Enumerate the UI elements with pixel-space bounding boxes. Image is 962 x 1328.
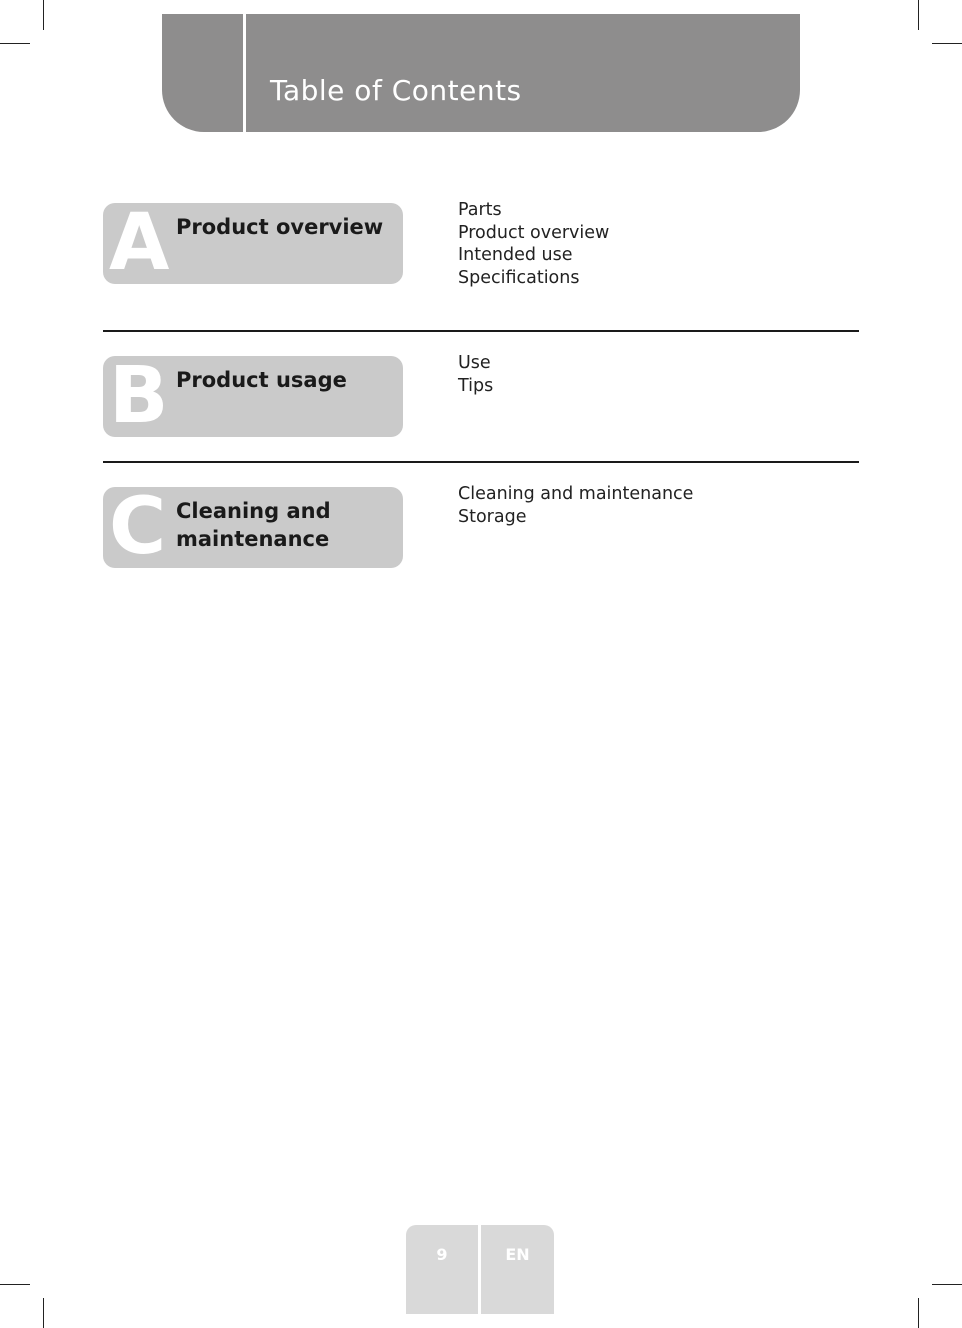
crop-mark bbox=[0, 43, 30, 44]
crop-mark bbox=[43, 0, 44, 30]
topic-list-a bbox=[458, 199, 609, 290]
section-card-c[interactable] bbox=[103, 487, 403, 568]
crop-mark bbox=[918, 0, 919, 30]
language-tab: EN bbox=[481, 1225, 554, 1314]
section-letter: A bbox=[109, 203, 170, 284]
crop-mark bbox=[932, 43, 962, 44]
section-card-a[interactable] bbox=[103, 203, 403, 284]
section-letter: B bbox=[109, 356, 169, 437]
section-title: Cleaning and maintenance bbox=[176, 499, 331, 551]
header-divider bbox=[243, 14, 246, 132]
topic-item[interactable]: Product overview bbox=[458, 222, 610, 243]
page-title: Table of Contents bbox=[270, 74, 522, 107]
topic-item[interactable]: Cleaning and maintenance bbox=[458, 484, 694, 504]
section-title: Product overview bbox=[176, 215, 384, 239]
section-card-b[interactable] bbox=[103, 356, 403, 437]
crop-mark bbox=[43, 1298, 44, 1328]
page-number: 9 bbox=[406, 1225, 478, 1314]
topic-item[interactable]: Intended use bbox=[458, 245, 573, 266]
topic-item[interactable]: Specifications bbox=[458, 268, 580, 289]
crop-mark bbox=[918, 1298, 919, 1328]
section-divider bbox=[103, 330, 859, 332]
topic-item[interactable]: Storage bbox=[458, 506, 527, 527]
topic-item[interactable]: Use bbox=[458, 353, 491, 373]
topic-item[interactable]: Parts bbox=[458, 200, 502, 220]
crop-mark bbox=[0, 1284, 30, 1285]
section-divider bbox=[103, 461, 859, 463]
page-header bbox=[162, 14, 800, 132]
topic-list-c bbox=[458, 483, 693, 528]
topic-item[interactable]: Tips bbox=[458, 375, 494, 396]
topic-list-b bbox=[458, 352, 493, 397]
crop-mark bbox=[932, 1284, 962, 1285]
section-letter: C bbox=[109, 487, 167, 568]
section-title: Product usage bbox=[176, 368, 347, 392]
